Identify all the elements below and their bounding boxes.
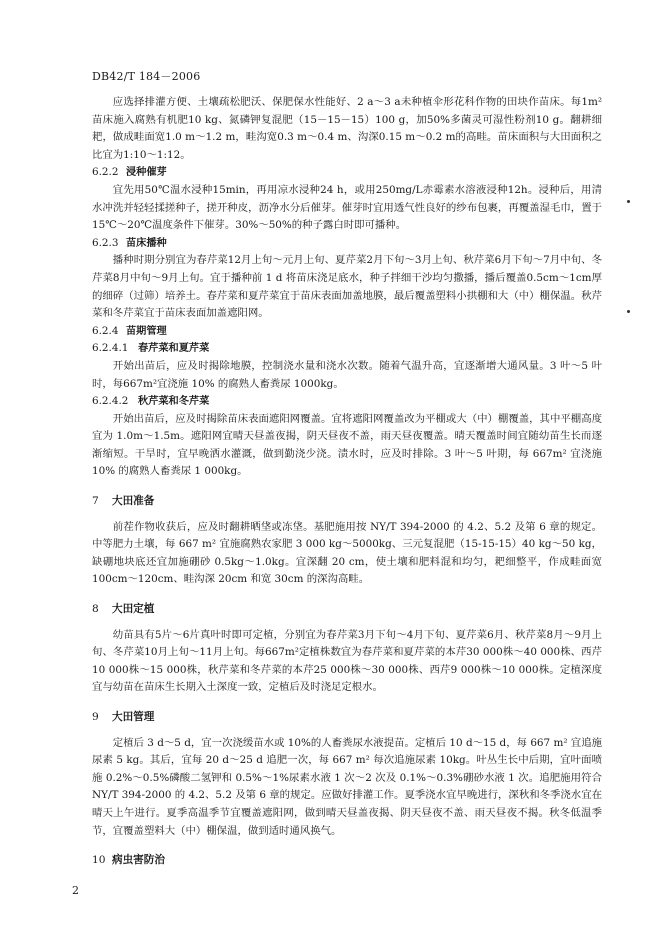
section-6-1-continued-paragraph: 应选择排灌方便、土壤疏松肥沃、保肥保水性能好、2 a～3 a未种植伞形花科作物的田块作苗床。每1m²苗床施入腐熟有机肥10 kg、氮磷钾复混肥（15－15－15）100 g，加50%多菌灵可湿性粉剂10 g。翻耕细耙，做成畦面宽1.0 m～1.2 m，畦沟宽0.3 m～0.4 m、沟深0.15 m～0.2 m的高畦。苗床面积与大田面积之比宜为1:10～1:12。 (92, 96, 602, 161)
heading-8 (92, 601, 602, 619)
heading-number: 10 (92, 854, 106, 867)
heading-number: 6.2.4.2 (92, 395, 129, 408)
heading-number: 7 (92, 495, 99, 508)
heading-title: 浸种催芽 (126, 167, 167, 179)
heading-10 (92, 852, 602, 870)
heading-title: 苗期管理 (126, 325, 167, 337)
heading-number: 6.2.2 (92, 166, 119, 179)
scan-speck (627, 200, 630, 203)
standard-code-header: DB42/T 184－2006 (92, 70, 201, 83)
heading-6-2-3 (92, 235, 602, 253)
heading-title: 秋芹菜和冬芹菜 (138, 396, 210, 408)
heading-7 (92, 493, 602, 511)
section-7-paragraph: 前茬作物收获后，应及时翻耕晒垡或冻垡。基肥施用按 NY/T 394-2000 的 4.2、5.2 及第 6 章的规定。中等肥力土壤，每 667 m² 宜施腐熟农家肥 3 000 kg～5000kg、三元复混肥（15-15-15）40 kg～50 kg，缺硼地块底还宜加施硼砂 0.5kg～1.0kg。宜深翻 20 cm，使土壤和肥料混和均匀，耙细整平，作成畦面宽 100cm～120cm、畦沟深 20cm 和宽 30cm 的深沟高畦。 (92, 520, 602, 586)
section-6-2-3-paragraph: 播种时期分别宜为春芹菜12月上旬～元月上旬、夏芹菜2月下旬～3月上旬、秋芹菜6月下旬～7月中旬、冬芹菜8月中旬～9月上旬。宜于播种前 1 d 将苗床浇足底水，种子拌细干沙均匀撒播，播后覆盖0.5cm～1cm厚的细碎（过筛）培养土。春芹菜和夏芹菜宜于苗床表面加盖地膜，最后覆盖塑料小拱棚和大（中）棚保温。秋芹菜和冬芹菜宜于苗床表面加盖遮阳网。 (92, 254, 602, 320)
heading-6-2-4-2 (92, 393, 602, 411)
heading-number: 6.2.3 (92, 236, 119, 249)
page-number: 2 (72, 884, 79, 897)
heading-6-2-4 (92, 323, 602, 341)
section-6-2-2-paragraph: 宜先用50℃温水浸种15min，再用凉水浸种24 h，或用250mg/L赤霉素水溶液浸种12h。浸种后，用清水冲洗并轻轻揉搓种子，搓开种皮，沥净水分后催芽。催芽时宜用透气性良好的纱布包裹，再覆盖湿毛巾，置于15℃～20℃温度条件下催芽。30%～50%的种子露白时即可播种。 (92, 183, 602, 232)
heading-title: 大田管理 (112, 711, 155, 723)
section-6-2-4-1-paragraph: 开始出苗后，应及时揭除地膜，控制浇水量和浇水次数。随着气温升高，宜逐渐增大通风量。3 叶～5 叶时，每667m²宜浇施 10% 的腐熟人畜粪尿 1000kg。 (92, 359, 602, 390)
heading-number: 6.2.4.1 (92, 342, 129, 355)
scan-speck (627, 310, 630, 313)
section-9-paragraph: 定植后 3 d～5 d，宜一次浇缓苗水或 10%的人畜粪尿水液提苗。定植后 10 d～15 d，每 667 m² 宜追施尿素 5 kg。其后，宜每 20 d～25 d 追肥一次，每 667 m² 每次追施尿素 10kg。叶丛生长中后期，宜叶面喷施 0.2%～0.5%磷酸二氢钾和 0.5%～1%尿素水液 1 次～2 次及 0.1%～0.3%硼砂水液 1 次。追肥施用符合 NY/T 394-2000 的 4.2、5.2 及第 6 章的规定。应做好排灌工作。夏季浇水宜早晚进行，深秋和冬季浇水宜在晴天上午进行。夏季高温季节宜覆盖遮阳网，做到晴天昼盖夜揭、阴天昼夜不盖、雨天昼夜不揭。秋冬低温季节，宜覆盖塑料大（中）棚保温，做到适时通风换气。 (92, 736, 602, 837)
heading-title: 病虫害防治 (112, 854, 165, 867)
heading-number: 8 (92, 603, 99, 616)
heading-title: 苗床播种 (126, 237, 167, 249)
section-6-2-4-2-paragraph: 开始出苗后，应及时揭除苗床表面遮阳网覆盖。宜将遮阳网覆盖改为平棚或大（中）棚覆盖，其中平棚高度宜为 1.0m～1.5m。遮阳网宜晴天昼盖夜揭，阴天昼夜不盖，雨天昼夜覆盖。晴天覆盖时间宜随幼苗生长而逐渐缩短。干旱时，宜早晚洒水灌溉，做到勤浇少浇。渍水时，应及时排除。3 叶～5 叶期，每 667m² 宜浇施 10% 的腐熟人畜粪尿 1 000kg。 (92, 412, 602, 478)
heading-title: 春芹菜和夏芹菜 (138, 343, 210, 355)
heading-title: 大田准备 (112, 495, 155, 508)
heading-6-2-4-1 (92, 340, 602, 358)
heading-number: 9 (92, 711, 99, 723)
heading-6-2-2 (92, 164, 602, 182)
section-8-paragraph: 幼苗具有5片～6片真叶时即可定植，分别宜为春芹菜3月下旬～4月下旬、夏芹菜6月、秋芹菜8月～9月上旬、冬芹菜10月上旬～11月上旬。每667m²定植株数宜为春芹菜和夏芹菜的本芹30 000株～40 000株、西芹10 000株～15 000株，秋芹菜和冬芹菜的本芹25 000株～30 000株、西芹9 000株～10 000株。定植深度宜与幼苗在苗床生长期入土深度一致，定植后及时浇足定根水。 (92, 628, 602, 694)
heading-9 (92, 709, 602, 727)
heading-title: 大田定植 (112, 603, 155, 616)
document-body (92, 94, 602, 878)
heading-number: 6.2.4 (92, 324, 119, 337)
